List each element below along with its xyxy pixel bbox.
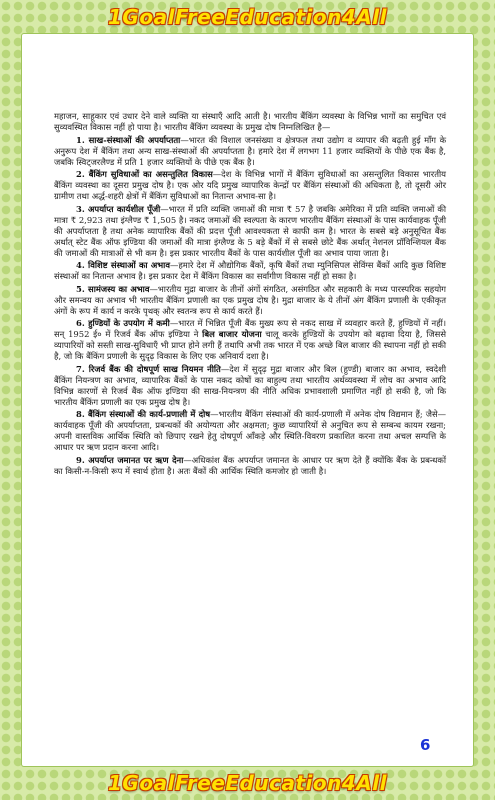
- item-heading: 3. अपर्याप्त कार्यशील पूँजी: [76, 203, 161, 214]
- item-text: —देश के विभिन्न भागों में बैंकिंग सुविधाओं का असन्तुलित विकास भारतीय बैंकिंग व्यवस्था का दूसरा प्रमुख दोष है। एक ओर यदि प्रमुख व्यापारिक केन्द्रों पर बैंकिंग संस्थाओं की अधिकता है, तो दूसरी ओर ग्रामीण तथा अर्द्ध-शहरी क्षेत्रों में बैंकिंग सुविधाओं का नितान्त अभाव-सा है।: [54, 169, 446, 201]
- item-heading: 6. हुण्डियों के उपयोग में कमी: [76, 318, 170, 328]
- item-text: —देश में सुदृढ़ मुद्रा बाजार और बिल (हुण्डी) बाजार का अभाव, स्वदेशी बैंकिंग नियन्त्रण का अभाव, व्यापारिक बैंकों के पास नकद कोषों का बाहुल्य तथा भारतीय अर्थव्यवस्था में लोच का अभाव आदि विभिन्न कारणों से रिजर्व बैंक ऑफ इण्डिया की साख-नियन्त्रण की नीति अधिक प्रभावशाली प्रमाणित नहीं हो सकी है, जो कि भारतीय बैंकिंग प्रणाली का एक प्रमुख दोष है।: [54, 363, 446, 407]
- list-item: [54, 409, 446, 453]
- page-number: 6: [420, 736, 431, 754]
- list-item: [54, 455, 446, 477]
- site-banner-bottom: 1GoalFreeEducation4All: [108, 771, 387, 795]
- list-item: [54, 284, 446, 317]
- site-banner-top: 1GoalFreeEducation4All: [108, 5, 387, 29]
- list-item: [54, 135, 446, 168]
- list-item: [54, 364, 446, 408]
- list-item: [54, 169, 446, 202]
- item-heading: 2. बैंकिंग सुविधाओं का असन्तुलित विकास: [76, 169, 213, 179]
- item-heading: 5. सामंजस्य का अभाव: [76, 283, 150, 294]
- list-item: [54, 318, 446, 362]
- item-text: —भारतीय बैंकिंग संस्थाओं की कार्य-प्रणाली में अनेक दोष विद्यमान हैं; जैसे—कार्यवाहक पूँजी की अपर्याप्तता, प्रबन्धकों की अयोग्यता और अक्षमता; कुछ व्यापारियों से अनुचित रूप से सम्बन्ध कायम रखना; अपनी वास्तविक आर्थिक स्थिति को छिपाए रखने हेतु दोषपूर्ण आँकड़े और स्थिति-विवरण प्रकाशित करना तथा अचल सम्पत्ति के आधार पर ऋण प्रदान करना आदि।: [54, 409, 447, 452]
- item-text: —भारत में प्रति व्यक्ति जमाओं की मात्रा ₹ 57 है जबकि अमेरिका में प्रति व्यक्ति जमाओं की मात्रा ₹ 2,923 तथा इंग्लैण्ड ₹ 1,505 है। नकद जमाओं की स्वल्पता के कारण भारतीय बैंकिंग संस्थाओं के पास कार्यवाहक पूँजी की अपर्याप्तता है तथा अनेक व्यापारिक बैंकों की प्रदत्त पूँजी आवश्यकता से काफी कम है। भारत के सबसे बड़े अनुसूचित बैंक अर्थात् स्टेट बैंक ऑफ इण्डिया की जमाओं की मात्रा इंग्लैण्ड के 5 बड़े बैंकों में से सबसे छोटे बैंक अर्थात् नेशनल प्रॉविन्शियल बैंक की जमाओं की मात्राओं से भी कम है। इस प्रकार भारतीय बैंकों के पास कार्यशील पूँजी का अभाव पाया जाता है।: [54, 203, 446, 258]
- item-heading: 7. रिजर्व बैंक की दोषपूर्ण साख नियमन नीति: [76, 363, 221, 374]
- item-text: —हमारे देश में औद्योगिक बैंकों, कृषि बैंकों तथा म्युनिसिपल सेविंग्स बैंकों आदि कुछ विशिष्ट संस्थाओं का नितान्त अभाव है। इस प्रकार देश में बैंकिंग विकास का सर्वांगीण विकास नहीं हो सका है।: [54, 260, 446, 281]
- list-item: [54, 204, 446, 259]
- list-item: [54, 260, 446, 282]
- document-body: [54, 111, 446, 478]
- item-text: —भारत की विशाल जनसंख्या व क्षेत्रफल तथा उद्योग व व्यापार की बढ़ती हुई माँग के अनुरूप देश में बैंकिंग तथा अन्य साख-संस्थाओं की अपर्याप्तता है। हमारे देश में लगभग 11 हजार व्यक्तियों के पीछे एक बैंक है, जबकि स्विट्जरलैण्ड में प्रति 1 हजार व्यक्तियों के पीछे एक बैंक है।: [54, 134, 447, 167]
- item-text: चालू करके हुण्डियों के उपयोग को बढ़ावा दिया है, जिससे व्यापारियों को सस्ती साख-सुविधाएँ भी प्राप्त होने लगी हैं तथापि अभी तक भारत में एक अच्छे बिल बाजार की स्थापना नहीं हो सकी है, जो कि बैंकिंग प्रणाली के सुदृढ़ विकास के लिए एक अनिवार्य दशा है।: [54, 329, 446, 361]
- item-heading: 4. विशिष्ट संस्थाओं का अभाव: [76, 260, 170, 270]
- item-emphasis: बिल बाजार योजना: [202, 329, 262, 339]
- intro-paragraph: महाजन, साहूकार एवं उधार देने वाले व्यक्ति या संस्थाएँ आदि आती है। भारतीय बैंकिंग व्यवस्था के विभिन्न भागों का समुचित एवं सुव्यवस्थित विकास नहीं हो पाया है। भारतीय बैंकिंग व्यवस्था के प्रमुख दोष निम्नलिखित है—: [54, 111, 446, 132]
- item-heading: 9. अपर्याप्त जमानत पर ऋण देना: [76, 454, 184, 465]
- item-heading: 1. साख-संस्थाओं की अपर्याप्तता: [76, 134, 181, 145]
- item-text: —भारतीय मुद्रा बाजार के तीनों अंगों संगठित, असंगठित और सहकारी के मध्य पारस्परिक सहयोग और समन्वय का अभाव भी भारतीय बैंकिंग प्रणाली का एक प्रमुख दोष है। मुद्रा बाजार के ये तीनों अंग बैंकिंग प्रणाली के एकीकृत अंगों के रूप में कार्य न करके पृथक् और स्वतन्त्र रूप से कार्य करते हैं।: [54, 283, 446, 316]
- item-heading: 8. बैंकिंग संस्थाओं की कार्य-प्रणाली में दोष: [76, 409, 211, 419]
- item-text: —अधिकांश बैंक अपर्याप्त जमानत के आधार पर ऋण देते हैं क्योंकि बैंक के प्रबन्धकों का किसी-न-किसी रूप में स्वार्थ होता है। अतः बैंकों की आर्थिक स्थिति कमजोर हो जाती है।: [54, 454, 446, 476]
- item-text: —भारत में भिन्नित पूँजी बैंक मुख्य रूप से नकद साख में व्यवहार करते हैं, हुण्डियों में नहीं। सन् 1952 ई० में रिजर्व बैंक ऑफ इण्डिया ने: [54, 318, 446, 339]
